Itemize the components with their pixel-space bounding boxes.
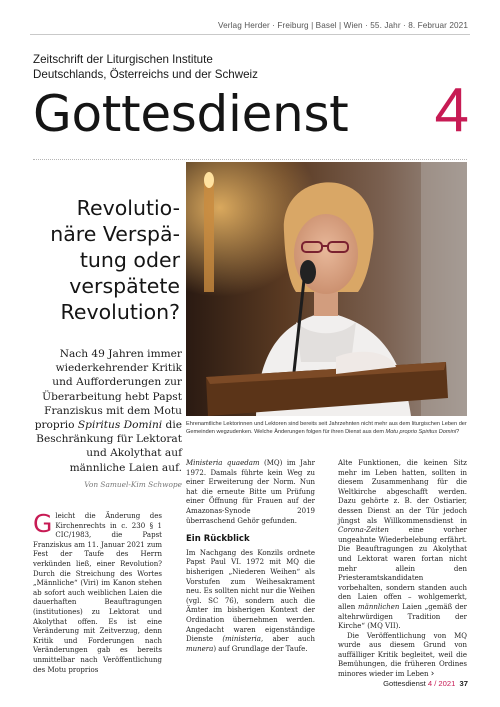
headline-line: verspätete	[69, 274, 180, 298]
paragraph: Ministeria quaedam (MQ) im Jahr 1972. Damals führte kein Weg zu einer Erweiterung der Norm. Nun hat die erneute Bitte um Prüfung einer Öffnung für Frauen auf der Amazonas-Synode 2019 überraschend Gehör gefunden.	[186, 459, 315, 525]
article-byline: Von Samuel-Kim Schwope	[84, 480, 182, 489]
page-number: 37	[459, 679, 468, 688]
paragraph: Die Veröffentlichung von MQ wurde aus diesem Grund von auffälliger Kritik begleitet, weil die Bemühungen, die früheren Ordines minores wieder im Leben ›	[338, 631, 467, 680]
paragraph: Im Nachgang des Konzils ordnete Papst Paul VI. 1972 mit MQ die bisherigen „Niederen Weihen“ als Vorstufen zum Weihesakrament neu. Es sollten nicht nur die Weihen (vgl. SC 76), sondern auch die Ämter im bisherigen Kontext der Ordination übernehmen werden. Angedacht waren eigenständige Dienste (ministeria, aber auch munera) auf Grundlage der Taufe.	[186, 548, 315, 653]
text-column-2	[186, 459, 315, 654]
headline-line: tung oder	[79, 248, 180, 272]
footer-issue: 4 / 2021	[427, 679, 456, 688]
text-column-1	[33, 509, 162, 675]
text-column-3	[338, 459, 467, 680]
issue-number: 4	[434, 76, 469, 145]
section-heading: Ein Rückblick	[186, 534, 250, 545]
footer-magazine: Gottesdienst	[383, 679, 428, 688]
magazine-subtitle	[33, 52, 353, 82]
drop-cap: G	[33, 509, 53, 538]
headline-line: Revolution?	[60, 300, 180, 324]
article-photo	[186, 162, 467, 416]
article-teaser: Nach 49 Jahren immer wiederkehrender Kritik und Aufforderungen zur Überarbeitung hebt Papst Franziskus mit dem Motu proprio Spiritus Domini die Beschränkung für Lektorat und Akolythat auf männliche Laien auf.	[34, 348, 182, 474]
paragraph: Alte Funktionen, die keinen Sitz mehr im Leben hatten, sollten in diesem Zusammenhang für die Weltkirche abgeschafft werden. Dazu gehörte z. B. der Ostiarier, dessen Dienst an der Tür jedoch jüngst als Willkommensdienst in Corona-Zeiten eine vorher ungeahnte Wiederbelebung erfährt. Die Beauftragungen zu Akolythat und Lektorat waren fortan nicht mehr allein den Priesteramtskandidaten vorbehalten, sondern standen auch den Laien offen – wohlgemerkt, allen männlichen Laien „gemäß der altehrwürdigen Tradition der Kirche“ (MQ VII).	[338, 459, 468, 631]
dotted-divider	[33, 159, 467, 160]
publisher-imprint: Verlag Herder · Freiburg | Basel | Wien · 55. Jahr · 8. Februar 2021	[218, 21, 468, 30]
article-headline	[32, 195, 180, 325]
subtitle-line-1: Zeitschrift der Liturgischen Institute	[33, 53, 213, 66]
headline-line: Revolutio-	[76, 196, 180, 220]
magazine-title: Gottesdienst	[33, 85, 349, 143]
top-bar	[0, 0, 500, 38]
lector-photo-illustration	[186, 162, 467, 416]
headline-line: näre Verspä-	[50, 222, 180, 246]
paragraph: Gleicht die Änderung des Kirchenrechts in c. 230 § 1 CIC/1983, die Papst Franziskus am 11. Januar 2021 zum Fest der Taufe des Herrn verkünden ließ, einer Revolution? Durch die Streichung des Wortes „Männliche“ (Viri) im Kanon stehen ab sofort auch weiblichen Laien die dauerhaften Beauftragungen (institutiones) zu Lektorat und Akolythat offen. Es ist eine Veränderung mit Zeitverzug, denn Kritik und Forderungen nach Veränderungen gab es bereits unmittelbar nach Veröffentlichung des Motu proprios	[33, 509, 162, 674]
subtitle-line-2: Deutschlands, Österreichs und der Schweiz	[33, 68, 258, 81]
page-footer	[383, 679, 468, 688]
continue-arrow-icon: ›	[430, 669, 435, 680]
top-rule	[30, 34, 470, 35]
photo-caption: Ehrenamtliche Lektorinnen und Lektoren sind bereits seit Jahrzehnten nicht mehr aus dem liturgischen Leben der Gemeinden wegzudenken. Welche Änderungen folgen für ihren Dienst aus dem Motu proprio Spiritus Domini?	[186, 421, 467, 435]
